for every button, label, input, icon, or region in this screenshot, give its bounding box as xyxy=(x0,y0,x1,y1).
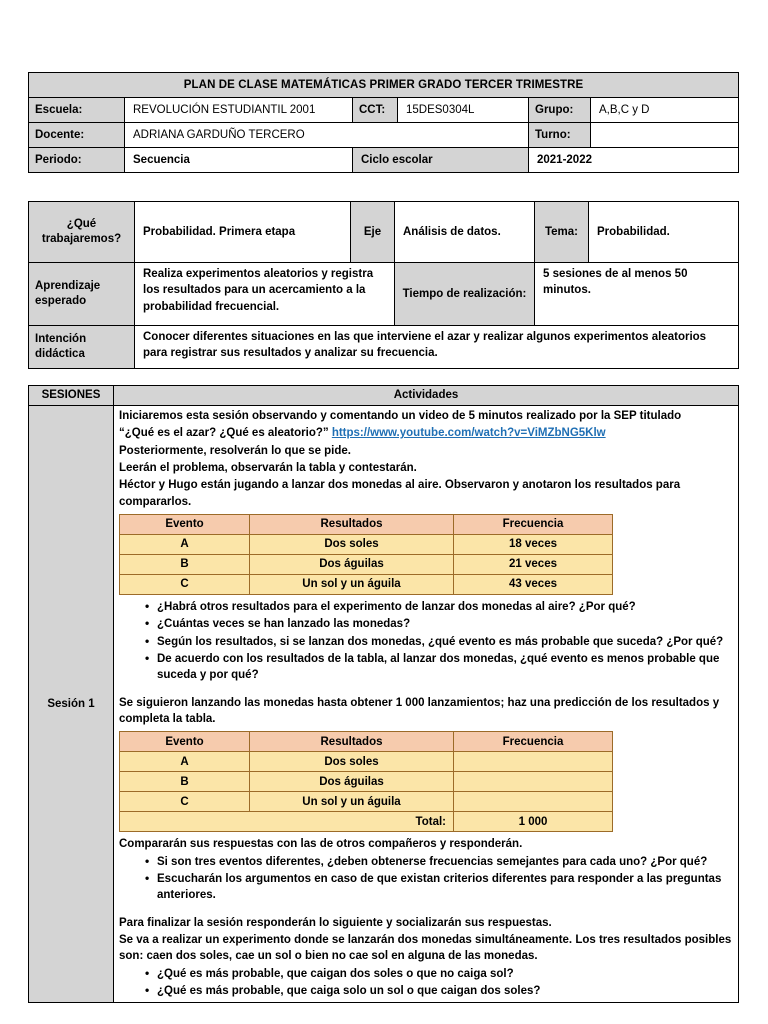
total-label: Total: xyxy=(120,812,454,832)
cell-evento: B xyxy=(120,772,250,792)
table-row xyxy=(29,386,739,406)
activity-line-6: Se siguieron lanzando las monedas hasta obtener 1 000 lanzamientos; haz una predicción de los resultados y completa la tabla. xyxy=(119,696,720,725)
tiempo-realizacion-value: 5 sesiones de al menos 50 minutos. xyxy=(535,263,739,326)
header-info-table xyxy=(28,72,739,173)
sessions-table xyxy=(28,385,739,1003)
cell-resultado: Dos soles xyxy=(250,534,454,554)
activities-content xyxy=(114,406,739,1003)
cell-frecuencia: 21 veces xyxy=(454,554,613,574)
lesson-meta-table xyxy=(28,201,739,369)
activity-line-9: Se va a realizar un experimento donde se lanzarán dos monedas simultáneamente. Los tres resultados posibles son: caen dos soles, cae un sol o bien no cae sol en alguna de las monedas. xyxy=(119,933,732,963)
actividades-column-header: Actividades xyxy=(114,386,739,406)
youtube-video-link[interactable]: https://www.youtube.com/watch?v=ViMZbNG5Klw xyxy=(331,427,606,440)
cell-resultado: Dos soles xyxy=(250,752,454,772)
eje-value: Análisis de datos. xyxy=(395,202,535,263)
cell-evento: A xyxy=(120,534,250,554)
cell-frecuencia: 43 veces xyxy=(454,574,613,594)
list-item: • Según los resultados, si se lanzan dos monedas, ¿qué evento es más probable que suceda? ¿Por qué? xyxy=(145,634,733,650)
table-row xyxy=(120,772,613,792)
grupo-value: A,B,C y D xyxy=(591,98,739,123)
table-row xyxy=(120,554,613,574)
cell-evento: C xyxy=(120,792,250,812)
que-trabajaremos-label: ¿Qué trabajaremos? xyxy=(29,202,135,263)
activity-line-7: Compararán sus respuestas con las de otros compañeros y responderán. xyxy=(119,838,523,851)
list-item: • ¿Qué es más probable, que caiga solo un sol o que caigan dos soles? xyxy=(145,983,733,999)
results-table-prediction xyxy=(119,731,613,832)
turno-label: Turno: xyxy=(529,123,591,148)
cell-evento: A xyxy=(120,752,250,772)
cell-frecuencia-blank[interactable] xyxy=(454,792,613,812)
activity-line-3: Posteriormente, resolverán lo que se pide. xyxy=(119,444,351,457)
table-row xyxy=(120,574,613,594)
tiempo-realizacion-label: Tiempo de realización: xyxy=(395,263,535,326)
cct-value: 15DES0304L xyxy=(398,98,529,123)
col-resultados: Resultados xyxy=(250,514,454,534)
aprendizaje-esperado-label: Aprendizaje esperado xyxy=(29,263,135,326)
tema-value: Probabilidad. xyxy=(589,202,739,263)
table-row xyxy=(29,123,739,148)
spacer xyxy=(28,173,738,201)
question-list-2 xyxy=(119,854,733,904)
document-title: PLAN DE CLASE MATEMÁTICAS PRIMER GRADO TERCER TRIMESTRE xyxy=(29,73,739,98)
cell-frecuencia-blank[interactable] xyxy=(454,752,613,772)
cell-resultado: Dos águilas xyxy=(250,554,454,574)
table-row xyxy=(120,812,613,832)
spacer xyxy=(28,369,738,385)
cell-evento: B xyxy=(120,554,250,574)
eje-label: Eje xyxy=(351,202,395,263)
que-trabajaremos-value: Probabilidad. Primera etapa xyxy=(135,202,351,263)
cell-frecuencia-blank[interactable] xyxy=(454,772,613,792)
list-item: • ¿Qué es más probable, que caigan dos soles o que no caiga sol? xyxy=(145,966,733,982)
activity-line-5: Héctor y Hugo están jugando a lanzar dos monedas al aire. Observaron y anotaron los resultados para compararlos. xyxy=(119,479,681,508)
list-item: • ¿Habrá otros resultados para el experimento de lanzar dos monedas al aire? ¿Por qué? xyxy=(145,599,733,615)
list-item: • ¿Cuántas veces se han lanzado las monedas? xyxy=(145,616,733,632)
total-value: 1 000 xyxy=(454,812,613,832)
col-evento: Evento xyxy=(120,732,250,752)
table-row xyxy=(120,792,613,812)
col-frecuencia: Frecuencia xyxy=(454,514,613,534)
question-list-1 xyxy=(119,599,733,684)
activity-line-intro-2 xyxy=(119,425,733,441)
intencion-didactica-label: Intención didáctica xyxy=(29,326,135,369)
col-resultados: Resultados xyxy=(250,732,454,752)
ciclo-escolar-label: Ciclo escolar xyxy=(353,148,529,173)
table-row xyxy=(29,73,739,98)
activity-line-intro-1: Iniciaremos esta sesión observando y comentando un video de 5 minutos realizado por la SEP titulado xyxy=(119,410,682,422)
question-list-3 xyxy=(119,966,733,1000)
activity-line-4: Leerán el problema, observarán la tabla y contestarán. xyxy=(119,461,417,474)
col-evento: Evento xyxy=(120,514,250,534)
turno-value xyxy=(591,123,739,148)
periodo-value: Secuencia xyxy=(125,148,353,173)
cell-resultado: Un sol y un águila xyxy=(250,792,454,812)
list-item: • Escucharán los argumentos en caso de que existan criterios diferentes para responder a las preguntas anteriores. xyxy=(145,871,733,904)
activity-line-8: Para finalizar la sesión responderán lo siguiente y socializarán sus respuestas. xyxy=(119,916,552,929)
cell-resultado: Un sol y un águila xyxy=(250,574,454,594)
escuela-value: REVOLUCIÓN ESTUDIANTIL 2001 xyxy=(125,98,353,123)
intencion-didactica-value: Conocer diferentes situaciones en las que interviene el azar y realizar algunos experimentos aleatorios para registrar sus resultados y analizar su frecuencia. xyxy=(135,326,739,369)
cell-frecuencia: 18 veces xyxy=(454,534,613,554)
cell-resultado: Dos águilas xyxy=(250,772,454,792)
sesiones-column-header: SESIONES xyxy=(29,386,114,406)
aprendizaje-esperado-value: Realiza experimentos aleatorios y registra los resultados para un acercamiento a la probabilidad frecuencial. xyxy=(135,263,395,326)
grupo-label: Grupo: xyxy=(529,98,591,123)
session-label: Sesión 1 xyxy=(29,406,114,1003)
cell-evento: C xyxy=(120,574,250,594)
list-item: • Si son tres eventos diferentes, ¿deben obtenerse frecuencias semejantes para cada uno? ¿Por qué? xyxy=(145,854,733,870)
table-row xyxy=(29,98,739,123)
table-row xyxy=(29,406,739,1003)
table-row xyxy=(29,263,739,326)
docente-label: Docente: xyxy=(29,123,125,148)
table-row xyxy=(120,534,613,554)
table-row xyxy=(29,148,739,173)
video-title-text: “¿Qué es el azar? ¿Qué es aleatorio?” xyxy=(119,427,332,440)
escuela-label: Escuela: xyxy=(29,98,125,123)
table-row xyxy=(120,752,613,772)
cct-label: CCT: xyxy=(353,98,398,123)
table-row xyxy=(120,732,613,752)
docente-value: ADRIANA GARDUÑO TERCERO xyxy=(125,123,529,148)
periodo-label: Periodo: xyxy=(29,148,125,173)
table-row xyxy=(29,326,739,369)
tema-label: Tema: xyxy=(535,202,589,263)
ciclo-escolar-value: 2021-2022 xyxy=(529,148,739,173)
table-row xyxy=(120,514,613,534)
results-table-observed xyxy=(119,514,613,595)
table-row xyxy=(29,202,739,263)
col-frecuencia: Frecuencia xyxy=(454,732,613,752)
list-item: • De acuerdo con los resultados de la tabla, al lanzar dos monedas, ¿qué evento es menos probable que suceda y por qué? xyxy=(145,651,733,684)
